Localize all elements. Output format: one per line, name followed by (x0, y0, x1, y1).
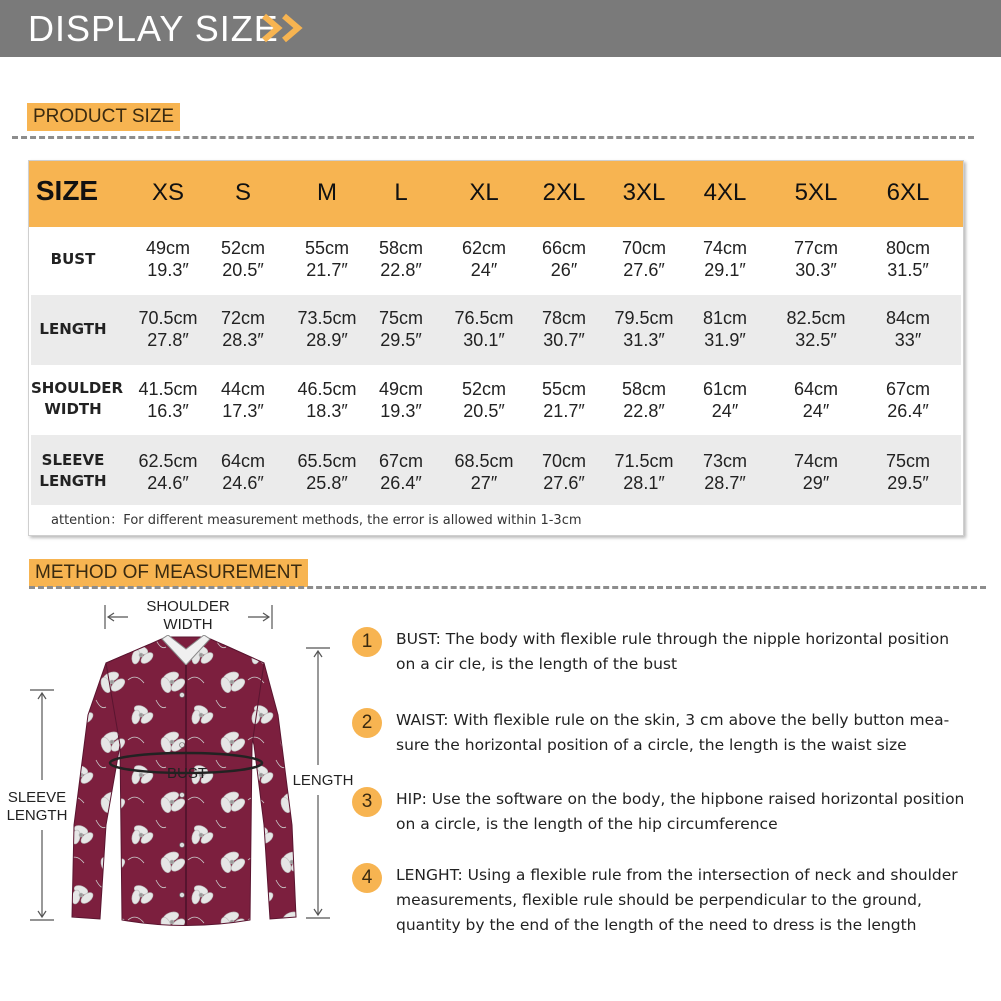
size-value (604, 378, 684, 422)
size-value (776, 450, 856, 494)
value-line: 74cm (793, 451, 838, 471)
value-line: 29.5″ (380, 330, 422, 350)
size-header: SIZE (35, 175, 99, 206)
value-line: 58cm (378, 238, 423, 258)
size-value (444, 307, 524, 351)
size-value (524, 378, 604, 422)
size-value (128, 378, 208, 422)
size-value (604, 307, 684, 351)
size-value (128, 450, 208, 494)
value-line: 24.6″ (147, 473, 189, 493)
size-value (287, 307, 367, 351)
value-line: 46.5cm (297, 379, 357, 399)
size-value (685, 237, 765, 281)
instruction-text (396, 787, 986, 837)
value-line: 74cm (702, 238, 747, 258)
value-line: 64cm (793, 379, 838, 399)
row-label-line: LENGTH (39, 472, 107, 490)
size-column-header: S (234, 179, 251, 206)
size-value (444, 450, 524, 494)
double-chevron-icon (262, 13, 308, 43)
instruction-line: quantity by the end of the length of the need to dress is the length (396, 916, 917, 934)
value-line: 62cm (461, 238, 506, 258)
instruction-text (396, 708, 986, 758)
row-label-line: SLEEVE (41, 451, 105, 469)
value-line: 49cm (145, 238, 190, 258)
instruction-text (396, 627, 986, 677)
value-line: 49cm (378, 379, 423, 399)
size-value (685, 450, 765, 494)
size-value (604, 450, 684, 494)
value-line: 24″ (711, 401, 739, 421)
size-value (868, 237, 948, 281)
instruction-line: on a circle, is the length of the hip circumference (396, 815, 778, 833)
size-value (128, 237, 208, 281)
value-line: 27.6″ (543, 473, 585, 493)
divider (12, 136, 974, 139)
label-line: SLEEVE (7, 789, 67, 806)
label-line: LENGTH (6, 807, 68, 824)
value-line: 30.3″ (795, 260, 837, 280)
shoulder-width-label (140, 598, 236, 634)
step-number-badge: 2 (352, 708, 382, 738)
bust-label: BUST (166, 765, 207, 782)
size-value (868, 307, 948, 351)
step-number-badge: 4 (352, 863, 382, 893)
value-line: 21.7″ (306, 260, 348, 280)
row-label (31, 378, 124, 420)
size-value (287, 237, 367, 281)
size-value (868, 378, 948, 422)
value-line: 79.5cm (614, 308, 674, 328)
size-value (361, 378, 441, 422)
sleeve-length-label (2, 789, 72, 825)
value-line: 24″ (470, 260, 498, 280)
value-line: 25.8″ (306, 473, 348, 493)
size-value (776, 378, 856, 422)
value-line: 29.5″ (887, 473, 929, 493)
size-column-header: XS (151, 179, 184, 206)
value-line: 67cm (885, 379, 930, 399)
value-line: 67cm (378, 451, 423, 471)
value-line: 81cm (702, 308, 747, 328)
value-line: 80cm (885, 238, 930, 258)
value-line: 28.1″ (623, 473, 665, 493)
row-label-line: BUST (50, 250, 96, 268)
value-line: 55cm (541, 379, 586, 399)
value-line: 52cm (461, 379, 506, 399)
divider (29, 586, 986, 589)
size-table (28, 160, 964, 536)
value-line: 19.3″ (147, 260, 189, 280)
value-line: 72cm (220, 308, 265, 328)
size-value (776, 237, 856, 281)
value-line: 30.7″ (543, 330, 585, 350)
step-number-badge: 3 (352, 787, 382, 817)
value-line: 55cm (304, 238, 349, 258)
instruction-line: HIP: Use the software on the body, the hipbone raised horizontal position (396, 790, 965, 808)
size-value (444, 378, 524, 422)
value-line: 28.3″ (222, 330, 264, 350)
size-value (685, 378, 765, 422)
size-value (203, 307, 283, 351)
instruction-line: measurements, flexible rule should be perpendicular to the ground, (396, 891, 922, 909)
size-value (203, 378, 283, 422)
value-line: 27.6″ (623, 260, 665, 280)
value-line: 70cm (541, 451, 586, 471)
value-line: 33″ (894, 330, 922, 350)
value-line: 21.7″ (543, 401, 585, 421)
value-line: 73.5cm (297, 308, 357, 328)
size-value (524, 307, 604, 351)
value-line: 32.5″ (795, 330, 837, 350)
row-label-line: WIDTH (44, 400, 102, 418)
size-column-header: 6XL (886, 179, 930, 206)
instruction-line: sure the horizontal position of a circle, the length is the waist size (396, 736, 907, 754)
size-value (361, 237, 441, 281)
value-line: 28.9″ (306, 330, 348, 350)
product-size-label: PRODUCT SIZE (27, 103, 180, 131)
value-line: 52cm (220, 238, 265, 258)
size-column-header: XL (469, 179, 499, 206)
size-value (868, 450, 948, 494)
value-line: 76.5cm (454, 308, 514, 328)
value-line: 66cm (541, 238, 586, 258)
value-line: 27.8″ (147, 330, 189, 350)
instruction-line: BUST: The body with flexible rule through the nipple horizontal position (396, 630, 950, 648)
value-line: 16.3″ (147, 401, 189, 421)
value-line: 61cm (702, 379, 747, 399)
value-line: 68.5cm (454, 451, 514, 471)
value-line: 31.3″ (623, 330, 665, 350)
value-line: 65.5cm (297, 451, 357, 471)
size-column-header: 3XL (622, 179, 666, 206)
value-line: 41.5cm (138, 379, 198, 399)
instruction-line: WAIST: With flexible rule on the skin, 3 cm above the belly button mea- (396, 711, 950, 729)
value-line: 75cm (885, 451, 930, 471)
value-line: 44cm (220, 379, 265, 399)
size-value (685, 307, 765, 351)
value-line: 29″ (802, 473, 830, 493)
value-line: 17.3″ (222, 401, 264, 421)
size-value (287, 450, 367, 494)
size-value (604, 237, 684, 281)
row-label (31, 249, 115, 270)
value-line: 78cm (541, 308, 586, 328)
instruction-line: on a cir cle, is the length of the bust (396, 655, 678, 673)
instruction-text (396, 863, 986, 938)
value-line: 26.4″ (887, 401, 929, 421)
value-line: 64cm (220, 451, 265, 471)
label-line: SHOULDER (146, 598, 230, 615)
row-label-line: LENGTH (39, 320, 107, 338)
value-line: 70.5cm (138, 308, 198, 328)
value-line: 29.1″ (704, 260, 746, 280)
value-line: 31.9″ (704, 330, 746, 350)
step-number-badge: 1 (352, 627, 382, 657)
value-line: 24″ (802, 401, 830, 421)
value-line: 18.3″ (306, 401, 348, 421)
value-line: 24.6″ (222, 473, 264, 493)
size-column-header: 2XL (542, 179, 586, 206)
size-value (287, 378, 367, 422)
value-line: 26″ (550, 260, 578, 280)
attention-note: attention：For different measurement methods, the error is allowed within 1-3cm (51, 513, 582, 528)
size-column-header: L (394, 179, 408, 206)
value-line: 75cm (378, 308, 423, 328)
value-line: 30.1″ (463, 330, 505, 350)
size-value (776, 307, 856, 351)
page-title: DISPLAY SIZE (28, 8, 279, 49)
length-label: LENGTH (292, 772, 354, 789)
size-column-header: M (317, 179, 337, 206)
value-line: 26.4″ (380, 473, 422, 493)
instruction-line: LENGHT: Using a flexible rule from the intersection of neck and shoulder (396, 866, 958, 884)
header-bar (0, 0, 1001, 57)
size-value (203, 237, 283, 281)
row-label (31, 450, 115, 492)
row-label (31, 319, 115, 340)
size-value (361, 307, 441, 351)
method-label: METHOD OF MEASUREMENT (29, 559, 308, 587)
size-value (524, 450, 604, 494)
value-line: 19.3″ (380, 401, 422, 421)
row-label-line: SHOULDER (31, 379, 124, 397)
value-line: 22.8″ (623, 401, 665, 421)
value-line: 27″ (470, 473, 498, 493)
value-line: 28.7″ (704, 473, 746, 493)
value-line: 71.5cm (614, 451, 674, 471)
value-line: 82.5cm (786, 308, 846, 328)
value-line: 58cm (621, 379, 666, 399)
value-line: 73cm (702, 451, 747, 471)
label-line: WIDTH (163, 616, 213, 633)
size-value (361, 450, 441, 494)
size-column-header: 5XL (794, 179, 838, 206)
value-line: 20.5″ (463, 401, 505, 421)
value-line: 22.8″ (380, 260, 422, 280)
value-line: 70cm (621, 238, 666, 258)
size-value (444, 237, 524, 281)
size-value (128, 307, 208, 351)
value-line: 31.5″ (887, 260, 929, 280)
value-line: 20.5″ (222, 260, 264, 280)
size-column-header: 4XL (703, 179, 747, 206)
value-line: 84cm (885, 308, 930, 328)
value-line: 77cm (793, 238, 838, 258)
size-value (203, 450, 283, 494)
size-value (524, 237, 604, 281)
value-line: 62.5cm (138, 451, 198, 471)
